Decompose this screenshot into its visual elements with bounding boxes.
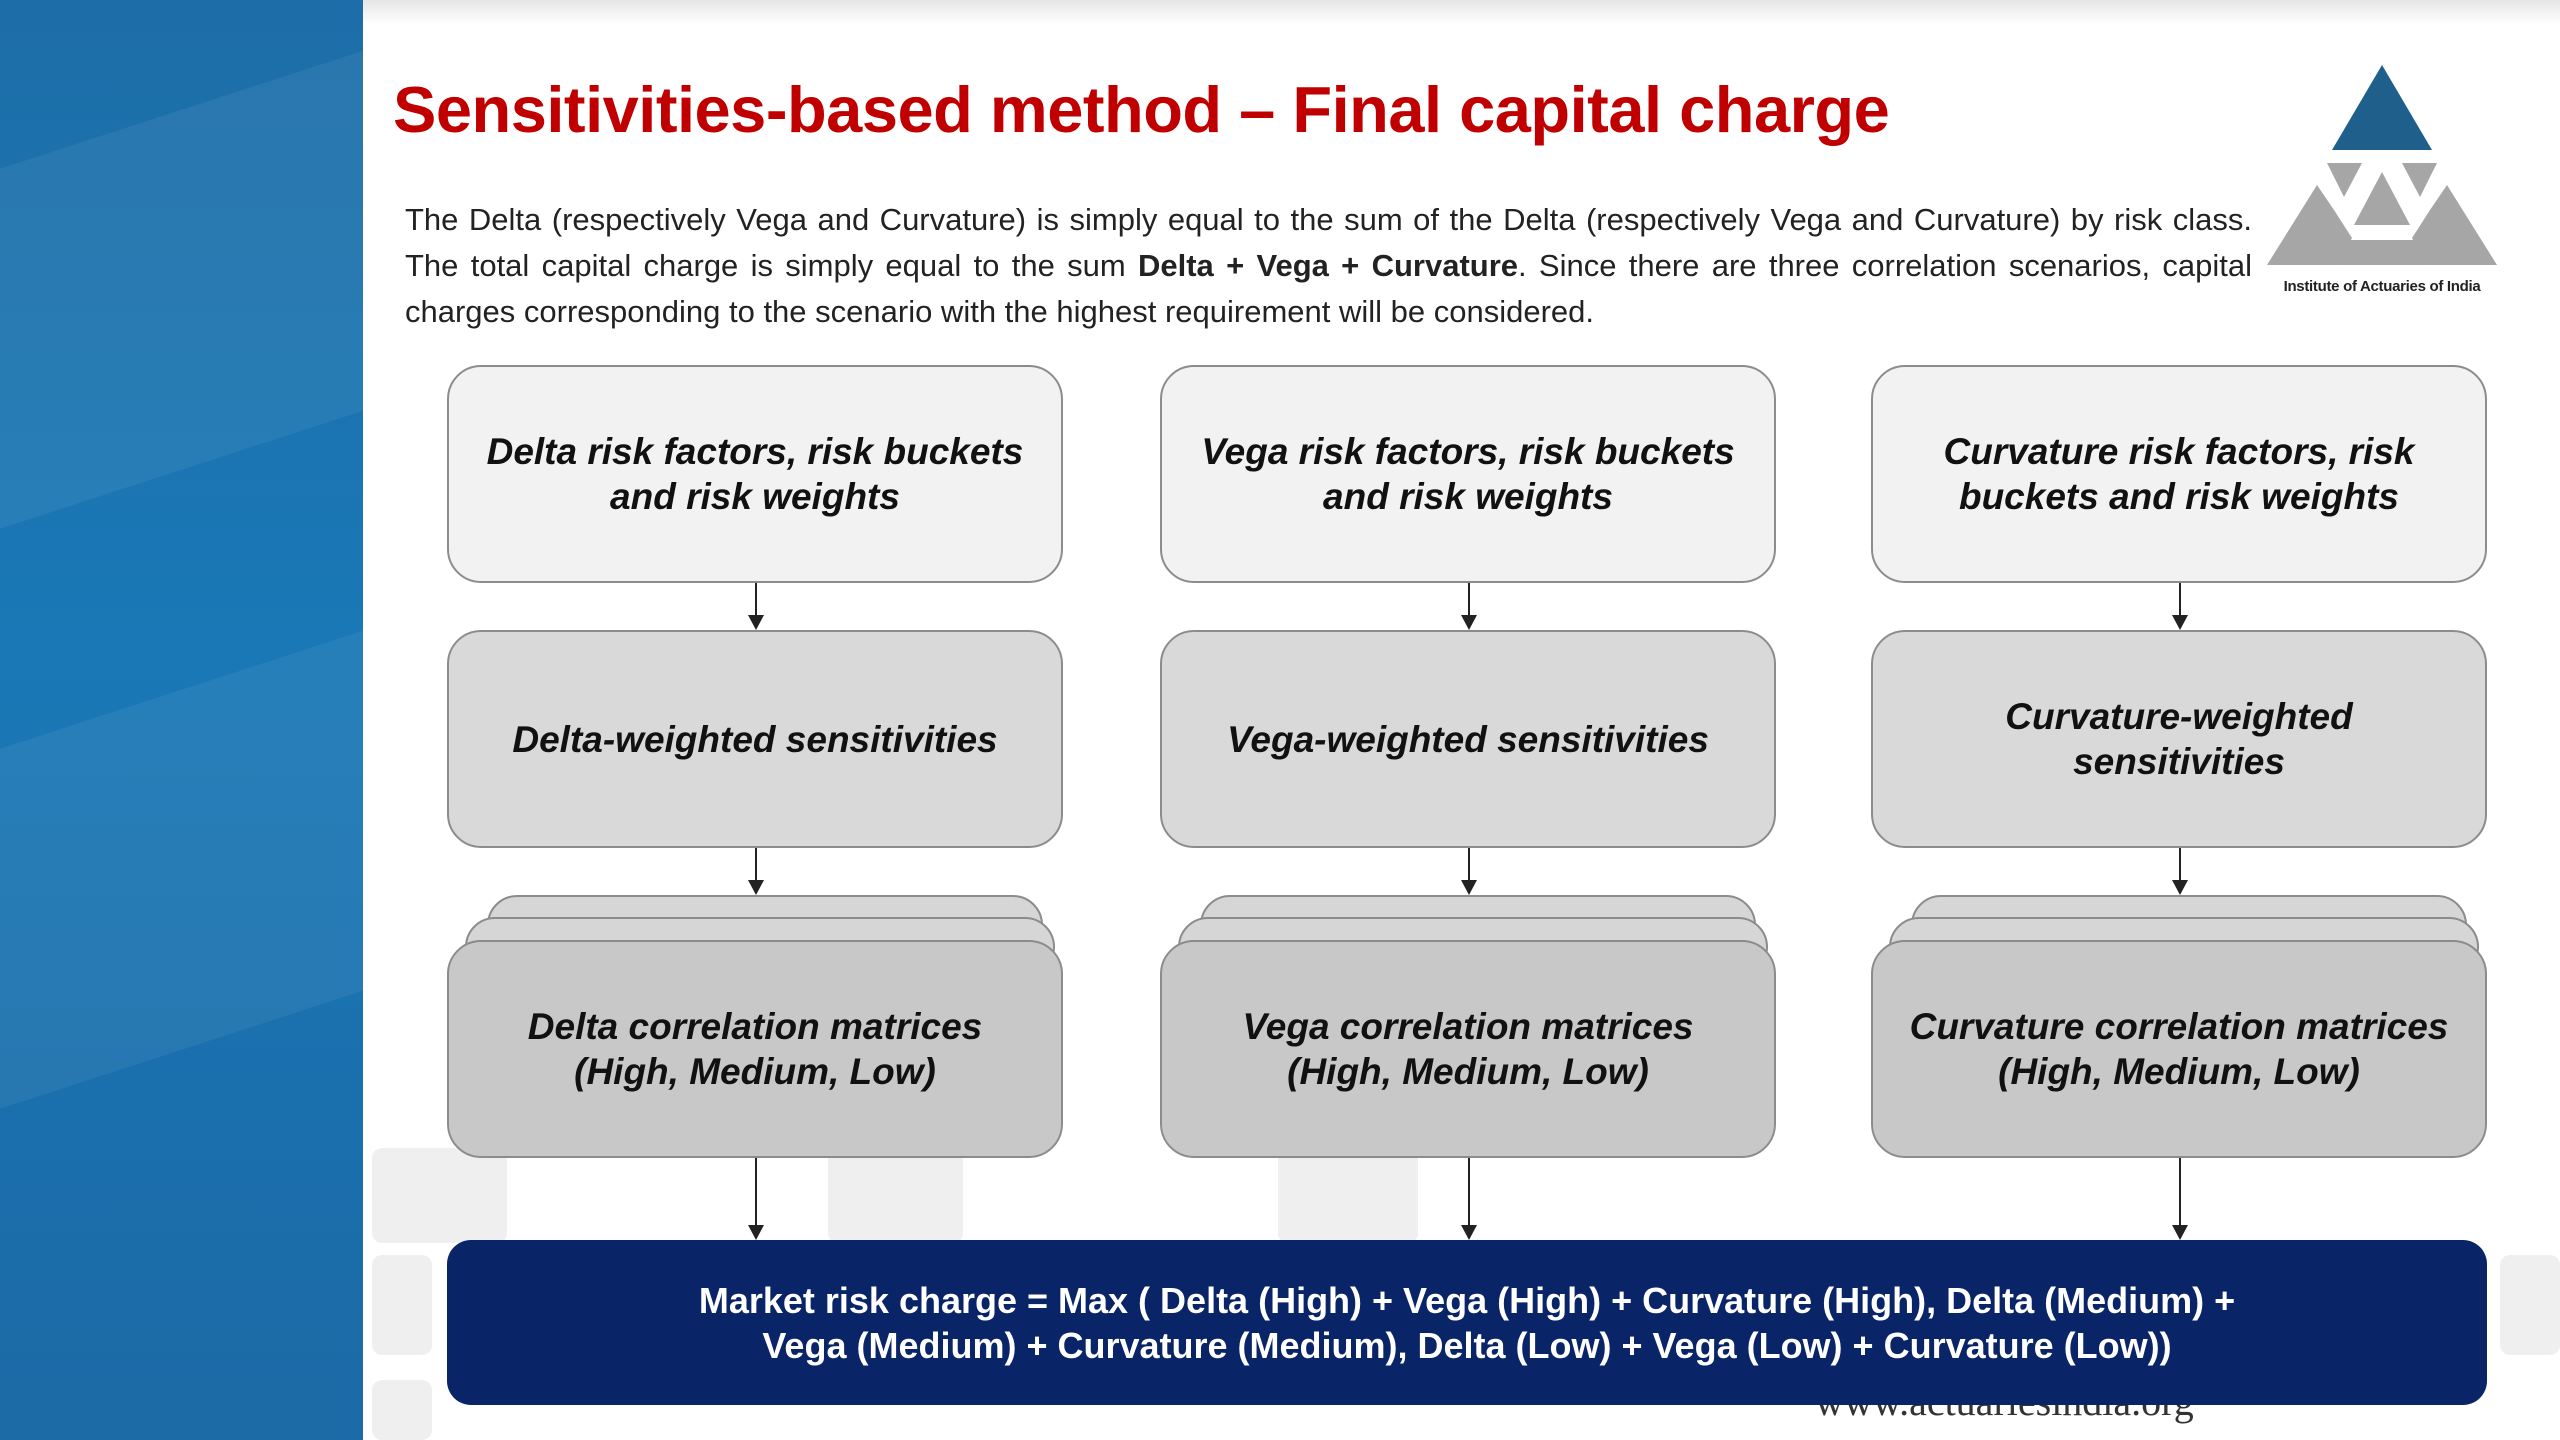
arrow-down — [755, 583, 757, 628]
delta-factors-label: Delta risk factors, risk buckets and risk weights — [486, 431, 1024, 517]
vega-matrices-box — [1160, 940, 1776, 1158]
vega-weighted-box — [1160, 630, 1776, 848]
top-shadow — [363, 0, 2560, 24]
market-risk-charge-line1: Market risk charge = Max ( Delta (High) + Vega (High) + Curvature (High), Delta (Medium) + — [698, 1279, 2236, 1321]
background-tile — [828, 1148, 963, 1243]
delta-matrices-scenarios: (High, Medium, Low) — [574, 1051, 936, 1092]
market-risk-charge-box — [447, 1240, 2487, 1405]
curvature-weighted-label: Curvature-weighted sensitivities — [2005, 696, 2353, 782]
intro-text-bold: Delta + Vega + Curvature — [1137, 248, 1519, 283]
delta-weighted-box — [447, 630, 1063, 848]
intro-paragraph — [405, 197, 2252, 335]
delta-matrices-box — [447, 940, 1063, 1158]
arrow-down — [755, 848, 757, 893]
slide-title: Sensitivities-based method – Final capital charge — [393, 73, 1890, 146]
vega-matrices-scenarios: (High, Medium, Low) — [1287, 1051, 1649, 1092]
arrow-down — [1468, 1158, 1470, 1238]
logo-caption: Institute of Actuaries of India — [2283, 278, 2481, 295]
arrow-down — [2179, 583, 2181, 628]
curvature-factors-box — [1871, 365, 2487, 583]
delta-factors-box — [447, 365, 1063, 583]
arrow-down — [2179, 1158, 2181, 1238]
vega-weighted-label: Vega-weighted sensitivities — [1227, 718, 1709, 760]
curvature-matrices-box — [1871, 940, 2487, 1158]
background-tile — [372, 1380, 432, 1440]
arrow-down — [1468, 583, 1470, 628]
vega-matrices-label: Vega correlation matrices — [1242, 1006, 1694, 1047]
arrow-down — [1468, 848, 1470, 893]
curvature-matrices-label: Curvature correlation matrices — [1909, 1006, 2449, 1047]
intro-text-part1: The Delta (respectively Vega and Curvature) is simply equal to the sum of the Delta (respectively Vega and Curvature) by risk class. The total capital charge is simply equal to the sum — [405, 202, 2252, 283]
iai-triangle-logo-icon — [2262, 60, 2502, 300]
arrow-down — [755, 1158, 757, 1238]
intro-text-part2: . Since there are three correlation scenarios, capital charges corresponding to the scenario with the highest requirement will be considered. — [405, 248, 2253, 329]
delta-weighted-label: Delta-weighted sensitivities — [512, 718, 998, 760]
background-tile — [372, 1255, 432, 1355]
vega-factors-box — [1160, 365, 1776, 583]
market-risk-charge-line2: Vega (Medium) + Curvature (Medium), Delta (Low) + Vega (Low) + Curvature (Low)) — [762, 1324, 2172, 1366]
sidebar-decoration — [0, 0, 363, 1440]
background-tile — [1278, 1148, 1418, 1243]
background-tile — [2500, 1255, 2560, 1355]
arrow-down — [2179, 848, 2181, 893]
curvature-weighted-box — [1871, 630, 2487, 848]
curvature-matrices-scenarios: (High, Medium, Low) — [1998, 1051, 2360, 1092]
delta-matrices-label: Delta correlation matrices — [527, 1006, 983, 1047]
background-tile — [372, 1148, 507, 1243]
vega-factors-label: Vega risk factors, risk buckets and risk weights — [1201, 431, 1735, 517]
curvature-factors-label: Curvature risk factors, risk buckets and risk weights — [1943, 431, 2415, 517]
